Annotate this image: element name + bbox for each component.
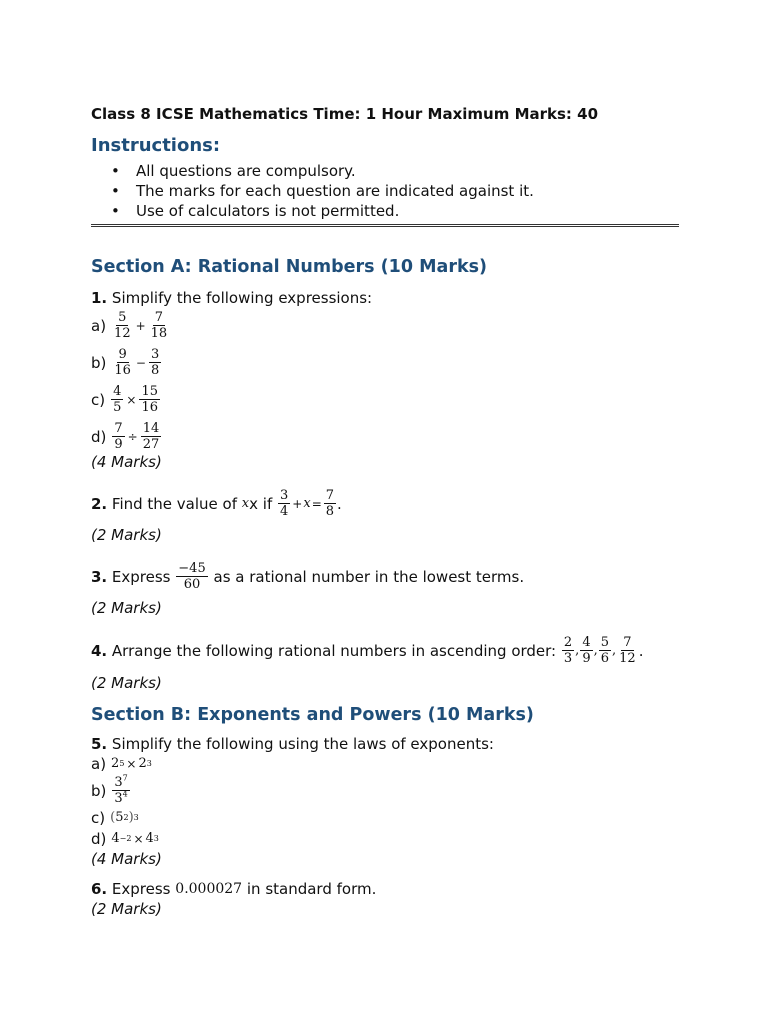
bullet-icon: • — [111, 202, 120, 220]
worksheet — [91, 103, 679, 919]
paper-header: Class 8 ICSE Mathematics Time: 1 Hour Maximum Marks: 40 — [91, 105, 599, 123]
bullet-icon: • — [111, 182, 120, 200]
bullet-icon: • — [111, 162, 120, 180]
fraction: $\frac{3^7}{3^4}$ — [114, 773, 128, 806]
fraction: $\frac{9}{16}$ — [114, 347, 131, 378]
instructions-list — [91, 161, 679, 221]
question-4: 4. Arrange the following rational numbers in ascending order: $\frac{2}{3}$ , $\frac{4}{9}$ , $\frac{5}{6}$ , $\frac{7}{12}$ . — [91, 635, 644, 666]
fraction: $\frac{7}{18}$ — [150, 310, 168, 341]
q5-part-d: d) 4 −2 × 4 3 — [91, 830, 159, 848]
divider — [91, 224, 679, 227]
fraction: $\frac{7}{8}$ — [325, 488, 335, 519]
fraction: $\frac{14}{27}$ — [142, 421, 160, 452]
fraction: $\frac{5}{6}$ — [600, 635, 610, 666]
section-a-title: Section A: Rational Numbers (10 Marks) — [91, 257, 487, 277]
fraction: $\frac{2}{3}$ — [563, 635, 573, 666]
fraction: $\frac{5}{12}$ — [114, 310, 131, 341]
section-b-title: Section B: Exponents and Powers (10 Marks) — [91, 705, 534, 725]
fraction: $\frac{15}{16}$ — [141, 384, 158, 415]
fraction: $\frac{-45}{60}$ — [178, 561, 206, 592]
q3-marks: (2 Marks) — [91, 599, 162, 617]
q4-marks: (2 Marks) — [91, 674, 162, 692]
question-5: 5. Simplify the following using the laws of exponents: — [91, 735, 494, 753]
q1-part-c: c) $\frac{4}{5}$ × $\frac{15}{16}$ — [91, 384, 158, 415]
q5-part-b: b) $\frac{3^7}{3^4}$ — [91, 773, 128, 806]
q5-marks: (4 Marks) — [91, 850, 162, 868]
fraction: $\frac{3}{8}$ — [150, 347, 160, 378]
q2-marks: (2 Marks) — [91, 526, 162, 544]
instruction-item: • All questions are compulsory. — [111, 162, 356, 180]
instructions-title: Instructions: — [91, 135, 221, 156]
q1-part-d: d) $\frac{7}{9}$ ÷ $\frac{14}{27}$ — [91, 421, 160, 452]
question-6: 6. Express 0.000027 in standard form. — [91, 880, 377, 898]
fraction: $\frac{4}{9}$ — [582, 635, 591, 666]
q1-part-b: b) $\frac{9}{16}$ − $\frac{3}{8}$ — [91, 347, 160, 378]
question-2: 2. Find the value of x x if $\frac{3}{4}$ + x = $\frac{7}{8}$ . — [91, 488, 342, 519]
q6-marks: (2 Marks) — [91, 900, 162, 918]
question-3: 3. Express $\frac{-45}{60}$ as a rational number in the lowest terms. — [91, 561, 525, 592]
instruction-item: • Use of calculators is not permitted. — [111, 202, 400, 220]
fraction: $\frac{7}{12}$ — [619, 635, 636, 666]
question-1: 1. Simplify the following expressions: — [91, 289, 373, 307]
fraction: $\frac{4}{5}$ — [113, 384, 122, 415]
q1-part-a: a) $\frac{5}{12}$ + $\frac{7}{18}$ — [91, 310, 168, 341]
instruction-item: • The marks for each question are indicated against it. — [111, 182, 534, 200]
q1-marks: (4 Marks) — [91, 453, 162, 471]
fraction: $\frac{3}{4}$ — [280, 488, 289, 519]
q5-part-a: a) 2 5 × 2 3 — [91, 755, 152, 773]
q5-part-c: c) ( 5 2 ) 3 — [91, 809, 139, 827]
fraction: $\frac{7}{9}$ — [114, 421, 123, 452]
